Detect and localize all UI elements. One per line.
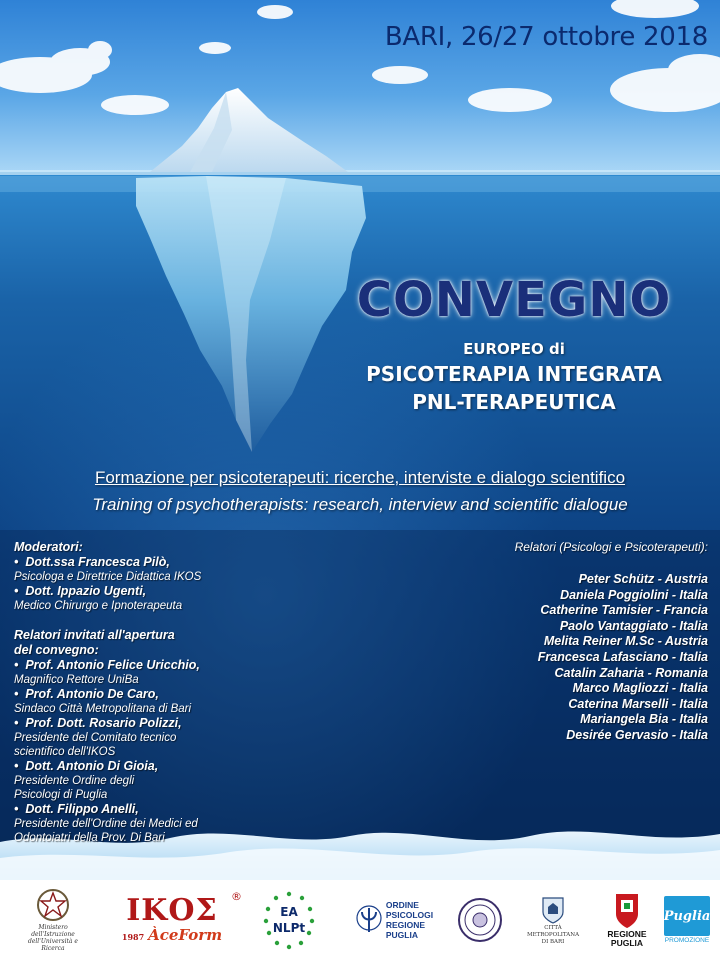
title-line-3: PNL-TERAPEUTICA [412, 390, 616, 414]
sponsor-logo-bar [0, 880, 720, 960]
title-line-1: EUROPEO di [463, 340, 565, 358]
ikos-wordmark: ΙΚΟΣ [126, 893, 218, 928]
ministero-logo [22, 888, 84, 952]
eu-stars-ring-icon [263, 890, 315, 950]
aceform-wordmark: 1987 ÀceForm [121, 926, 223, 944]
invited-name: • Prof. Dott. Rosario Polizzi, [14, 716, 182, 730]
speaker-item: Daniela Poggiolini - Italia [560, 587, 708, 602]
speaker-item: Catherine Tamisier - Francia [540, 603, 708, 618]
speaker-item: Melita Reiner M.Sc - Austria [543, 634, 708, 649]
invited-role: Magnifico Rettore UniBa [14, 674, 139, 686]
invited-name: • Dott. Filippo Anelli, [14, 802, 139, 816]
invited-role: Presidente dell'Ordine dei Medici ed [14, 818, 198, 830]
promozione-caption: PROMOZIONE [664, 937, 710, 944]
invited-role-continued: Psicologi di Puglia [14, 789, 108, 801]
moderator-role: Medico Chirurgo e Ipnoterapeuta [14, 600, 183, 612]
ordine-psicologi-wordmark: ORDINE PSICOLOGI REGIONE PUGLIA [385, 900, 434, 940]
speakers-heading: Relatori (Psicologi e Psicoterapeuti): [514, 540, 708, 554]
speaker-item: Catalin Zaharia - Romania [554, 665, 708, 680]
regione-shield-icon [612, 892, 642, 930]
invited-role: Presidente Ordine degli [14, 775, 135, 787]
invited-name: • Dott. Antonio Di Gioia, [14, 759, 159, 773]
speaker-item: Peter Schütz - Austria [578, 572, 708, 586]
university-seal-icon [457, 897, 503, 943]
invited-role-continued: Odontoiatri della Prov. Di Bari [14, 832, 165, 844]
moderator-role: Psicologa e Direttrice Didattica IKOS [14, 571, 202, 583]
invited-heading: Relatori invitati all'apertura [14, 628, 175, 642]
speaker-item: Mariangela Bia - Italia [580, 712, 708, 727]
registered-mark: ® [231, 890, 242, 903]
event-title: CONVEGNO [356, 272, 672, 328]
subtitle-italian: Formazione per psicoterapeuti: ricerche, interviste e dialogo scientifico [94, 468, 626, 487]
university-seal-logo [454, 888, 506, 952]
psi-symbol-icon [355, 902, 383, 938]
speaker-item: Marco Magliozzi - Italia [572, 681, 708, 696]
metropolitan-crest-icon [540, 895, 566, 925]
regione-puglia-logo [600, 888, 654, 952]
speakers-column [420, 540, 708, 744]
ministero-caption: Ministero dell'Istruzione dell'Università e Ricerca [28, 924, 78, 952]
eanlpt-wordmark: EA NLPt [272, 905, 306, 935]
speaker-item: Paolo Vantaggiato - Italia [559, 618, 708, 633]
subtitle-english: Training of psychotherapists: research, interview and scientific dialogue [92, 495, 628, 514]
ordine-psicologi-logo [342, 888, 446, 952]
puglia-promozione-logo [662, 888, 712, 952]
invited-heading-continued: del convegno: [14, 643, 99, 657]
event-date: BARI, 26/27 ottobre 2018 [384, 22, 708, 52]
regione-caption: REGIONE PUGLIA [607, 928, 647, 948]
invited-name: • Prof. Antonio Felice Uricchio, [14, 658, 200, 672]
puglia-promozione-mark: Puglia [664, 896, 710, 936]
invited-role-continued: scientifico dell'IKOS [14, 746, 116, 758]
metropolitan-caption: CITTÀ METROPOLITANA DI BARI [526, 924, 580, 945]
title-line-2: PSICOTERAPIA INTEGRATA [366, 362, 662, 386]
moderators-heading: Moderatori: [14, 540, 83, 554]
invited-name: • Prof. Antonio De Caro, [14, 687, 159, 701]
moderator-name: • Dott. Ippazio Ugenti, [14, 584, 147, 598]
ikos-aceform-logo [104, 888, 240, 952]
speaker-item: Desirée Gervasio - Italia [566, 727, 708, 742]
italian-emblem-icon [36, 888, 70, 922]
moderators-column [14, 540, 354, 845]
moderator-name: • Dott.ssa Francesca Pilò, [14, 555, 170, 569]
speaker-item: Caterina Marselli - Italia [568, 696, 708, 711]
invited-role: Sindaco Città Metropolitana di Bari [14, 703, 192, 715]
eanlpt-logo [262, 888, 316, 952]
speaker-item: Francesca Lafasciano - Italia [537, 649, 708, 664]
invited-role: Presidente del Comitato tecnico [14, 732, 177, 744]
citta-metropolitana-logo [520, 888, 586, 952]
